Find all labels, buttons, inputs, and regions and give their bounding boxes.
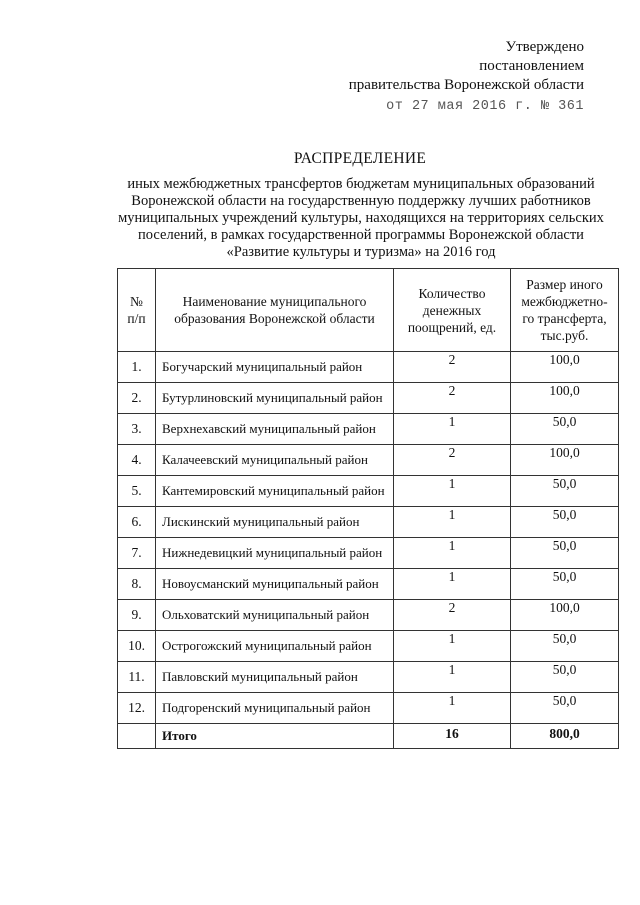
table-row (118, 662, 619, 693)
total-amount: 800,0 (511, 724, 619, 749)
table-row (118, 445, 619, 476)
approval-line-resolution: постановлением (479, 58, 584, 74)
row-municipality: Верхнехавский муниципальный район (156, 414, 394, 445)
row-number: 12. (118, 693, 156, 724)
total-row (118, 724, 619, 749)
table-row (118, 693, 619, 724)
row-amount: 50,0 (511, 662, 619, 693)
table-row (118, 352, 619, 383)
total-num-cell (118, 724, 156, 749)
row-amount: 50,0 (511, 569, 619, 600)
row-number: 11. (118, 662, 156, 693)
approval-line-approved: Утверждено (505, 39, 584, 55)
approval-date-stamp: от 27 мая 2016 г. № 361 (386, 99, 584, 114)
row-count: 1 (394, 693, 511, 724)
row-amount: 50,0 (511, 631, 619, 662)
row-amount: 50,0 (511, 414, 619, 445)
row-municipality: Ольховатский муниципальный район (156, 600, 394, 631)
row-amount: 50,0 (511, 693, 619, 724)
total-label: Итого (156, 724, 394, 749)
row-count: 2 (394, 352, 511, 383)
table-row (118, 631, 619, 662)
row-number: 1. (118, 352, 156, 383)
table-row (118, 538, 619, 569)
document-subtitle: иных межбюджетных трансфертов бюджетам муниципальных образований Воронежской области на государственную поддержку лучших работников муниципальных учреждений культуры, находящихся на территориях сельских поселений, в рамках государственной программы Воронежской области «Развитие культуры и туризма» на 2016 год (118, 176, 604, 260)
row-municipality: Нижнедевицкий муниципальный район (156, 538, 394, 569)
row-municipality: Острогожский муниципальный район (156, 631, 394, 662)
row-municipality: Павловский муниципальный район (156, 662, 394, 693)
row-amount: 50,0 (511, 476, 619, 507)
row-count: 2 (394, 445, 511, 476)
header-amount: Размер иного межбюджетно-го трансферта, тыс.руб. (511, 269, 619, 352)
row-number: 5. (118, 476, 156, 507)
row-municipality: Подгоренский муниципальный район (156, 693, 394, 724)
total-count: 16 (394, 724, 511, 749)
header-number: № п/п (118, 269, 156, 352)
table-row (118, 476, 619, 507)
header-count: Количество денежных поощрений, ед. (394, 269, 511, 352)
table-row (118, 414, 619, 445)
document-title: РАСПРЕДЕЛЕНИЕ (293, 150, 427, 167)
table-row (118, 383, 619, 414)
row-number: 7. (118, 538, 156, 569)
distribution-table (117, 268, 619, 749)
row-municipality: Кантемировский муниципальный район (156, 476, 394, 507)
row-amount: 100,0 (511, 600, 619, 631)
row-count: 1 (394, 507, 511, 538)
row-number: 3. (118, 414, 156, 445)
row-amount: 100,0 (511, 445, 619, 476)
row-count: 1 (394, 476, 511, 507)
table-row (118, 600, 619, 631)
table-row (118, 507, 619, 538)
row-count: 2 (394, 600, 511, 631)
row-count: 2 (394, 383, 511, 414)
row-count: 1 (394, 662, 511, 693)
row-municipality: Калачеевский муниципальный район (156, 445, 394, 476)
row-number: 10. (118, 631, 156, 662)
table-header-row (118, 269, 619, 352)
row-municipality: Богучарский муниципальный район (156, 352, 394, 383)
table-body (118, 352, 619, 724)
row-amount: 50,0 (511, 507, 619, 538)
approval-block (264, 38, 584, 116)
table-row (118, 569, 619, 600)
row-amount: 50,0 (511, 538, 619, 569)
row-count: 1 (394, 569, 511, 600)
row-municipality: Новоусманский муниципальный район (156, 569, 394, 600)
row-municipality: Лискинский муниципальный район (156, 507, 394, 538)
row-count: 1 (394, 538, 511, 569)
row-count: 1 (394, 414, 511, 445)
row-amount: 100,0 (511, 352, 619, 383)
row-number: 8. (118, 569, 156, 600)
header-municipality: Наименование муниципального образования Воронежской области (156, 269, 394, 352)
row-number: 4. (118, 445, 156, 476)
row-number: 9. (118, 600, 156, 631)
approval-line-government: правительства Воронежской области (348, 77, 584, 93)
row-amount: 100,0 (511, 383, 619, 414)
row-municipality: Бутурлиновский муниципальный район (156, 383, 394, 414)
row-count: 1 (394, 631, 511, 662)
row-number: 2. (118, 383, 156, 414)
row-number: 6. (118, 507, 156, 538)
